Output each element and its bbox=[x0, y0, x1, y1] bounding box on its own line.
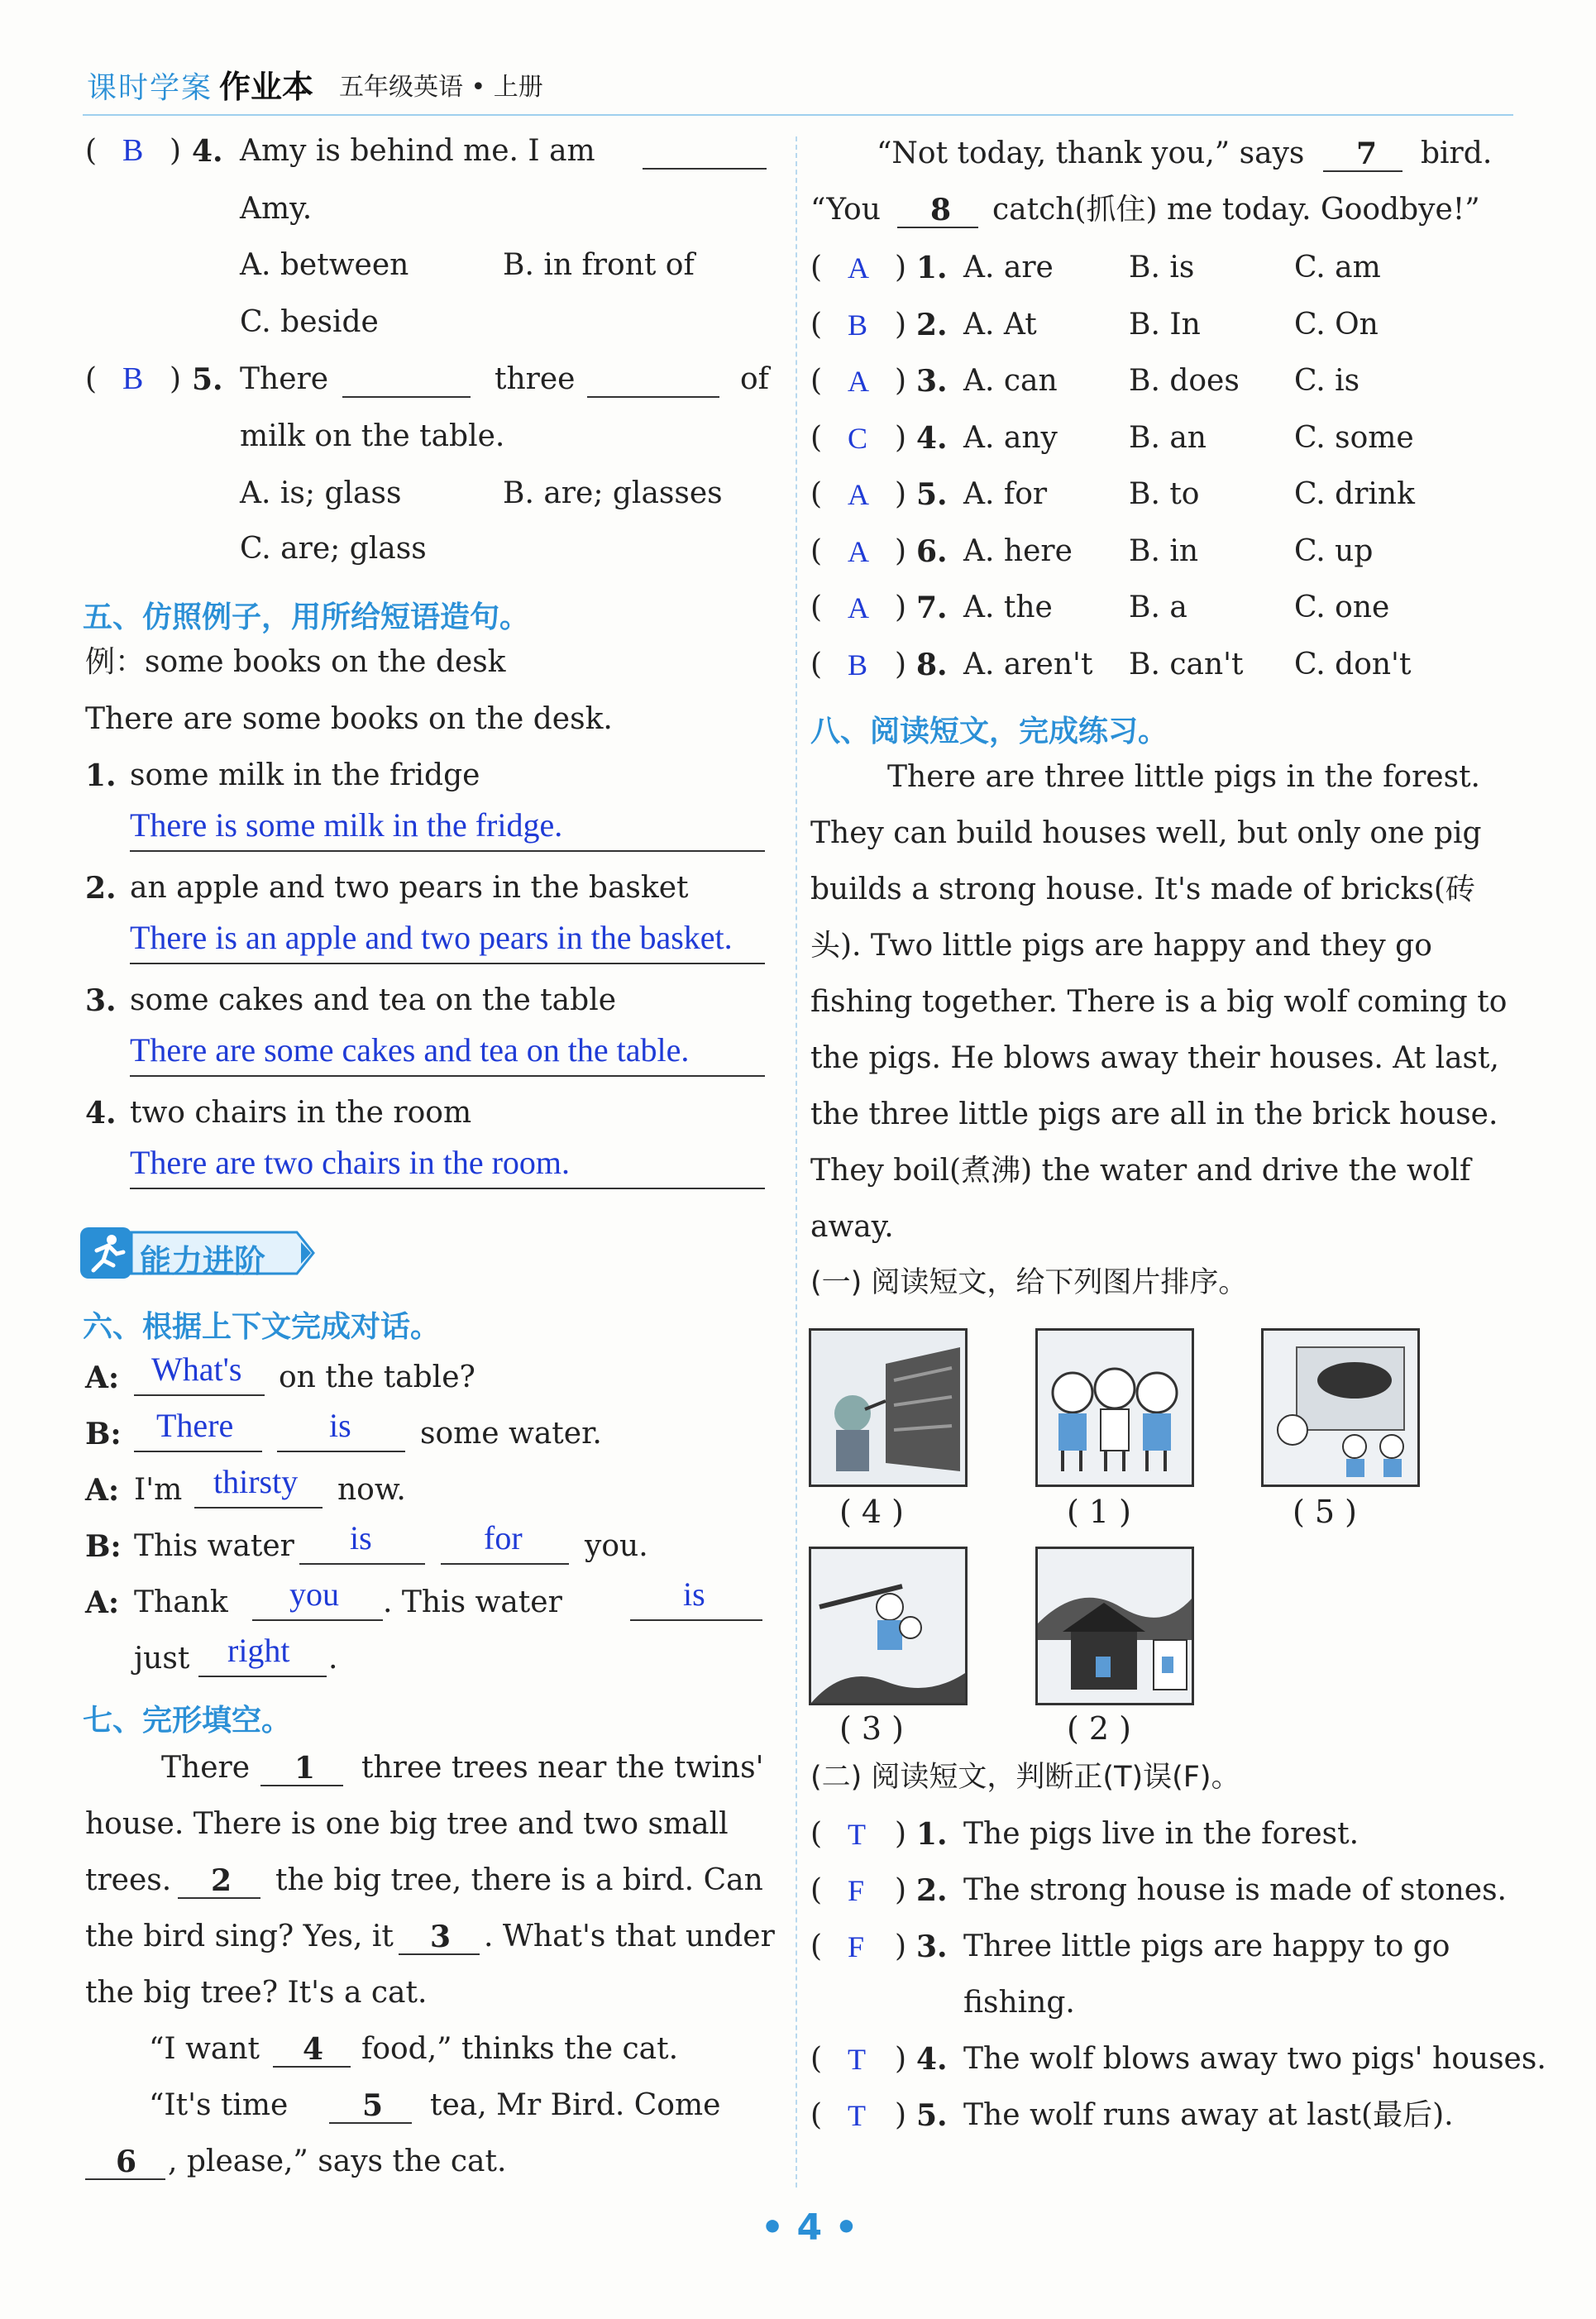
q5-option-b: B. are; glasses bbox=[503, 476, 723, 510]
picture-3-order: ( 5 ) bbox=[1293, 1494, 1357, 1530]
s6-l5-blank2 bbox=[630, 1619, 762, 1621]
section6-title: 六、根据上下文完成对话。 bbox=[83, 1310, 441, 1344]
q4-blank bbox=[643, 168, 767, 170]
choice-option-b-4: B. an bbox=[1129, 420, 1207, 455]
choice-answer-5: A bbox=[848, 478, 869, 511]
q5-word-three: three bbox=[495, 362, 576, 396]
choice-option-a-8: A. aren't bbox=[963, 647, 1093, 681]
s6-l5-pre: Thank bbox=[134, 1585, 228, 1619]
choice-paren-close-5: ) bbox=[895, 477, 907, 511]
s5-item4-answer: There are two chairs in the room. bbox=[130, 1144, 571, 1181]
s6-l2-rest: some water. bbox=[420, 1417, 602, 1451]
section5-example-prompt: 例：some books on the desk bbox=[85, 645, 506, 679]
s6-l3-pre: I'm bbox=[134, 1473, 183, 1507]
s7-blank4-number: 4 bbox=[303, 2032, 324, 2067]
choice-option-b-7: B. a bbox=[1129, 591, 1187, 624]
tf-statement-cont-3: fishing. bbox=[963, 1986, 1075, 2020]
s6-l6-answer1: right bbox=[227, 1632, 290, 1669]
choice-option-a-7: A. the bbox=[963, 591, 1053, 624]
s6-l6-rest: . bbox=[328, 1642, 338, 1676]
s7-p10-b: catch(抓住) me today. Goodbye!” bbox=[992, 193, 1480, 227]
choice-number-8: 8. bbox=[916, 647, 948, 682]
passage-line-1: There are three little pigs in the forest. bbox=[887, 760, 1480, 794]
choice-paren-open-5: ( bbox=[810, 477, 823, 511]
s6-l1-speaker: A: bbox=[85, 1360, 120, 1395]
s7-blank2 bbox=[178, 1897, 260, 1899]
header-book-title: 作业本 bbox=[219, 69, 314, 105]
picture-2-order: ( 1 ) bbox=[1067, 1494, 1131, 1530]
tf-paren-close-3: ) bbox=[895, 1929, 907, 1963]
choice-answer-2: B bbox=[848, 308, 868, 342]
choice-paren-close-8: ) bbox=[895, 647, 907, 681]
q5-blank-1 bbox=[342, 396, 471, 398]
q4-option-b: B. in front of bbox=[503, 248, 695, 282]
column-divider bbox=[796, 136, 797, 2188]
choice-number-6: 6. bbox=[916, 533, 948, 569]
q5-option-c: C. are; glass bbox=[240, 532, 427, 566]
q5-option-a: A. is; glass bbox=[240, 476, 402, 510]
s6-l2-answer2: is bbox=[329, 1407, 351, 1444]
choice-paren-close-3: ) bbox=[895, 364, 907, 398]
boiling-water-illustration bbox=[1264, 1331, 1417, 1485]
q4-paren-close: ) bbox=[170, 134, 182, 168]
passage-line-7: the three little pigs are all in the brick house. bbox=[810, 1097, 1498, 1131]
pig-building-illustration bbox=[811, 1549, 965, 1703]
choice-option-a-4: A. any bbox=[963, 420, 1058, 455]
houses-illustration bbox=[1038, 1549, 1192, 1703]
s7-p8-b: , please,” says the cat. bbox=[168, 2144, 507, 2178]
s7-p3-a: trees. bbox=[85, 1863, 172, 1897]
tf-paren-close-2: ) bbox=[895, 1873, 907, 1907]
choice-paren-close-2: ) bbox=[895, 307, 907, 342]
q5-word-there: There bbox=[240, 362, 329, 396]
tf-answer-2: F bbox=[848, 1874, 865, 1907]
picture-4-order: ( 3 ) bbox=[839, 1710, 904, 1747]
s6-l2-answer1: There bbox=[156, 1407, 234, 1444]
s7-p3-b: the big tree, there is a bird. Can bbox=[275, 1863, 763, 1897]
choice-number-1: 1. bbox=[916, 251, 948, 285]
s5-item4-answer-line bbox=[130, 1188, 765, 1189]
passage-line-9: away. bbox=[810, 1210, 894, 1244]
section8-title: 八、阅读短文，完成练习。 bbox=[810, 715, 1168, 748]
s6-l1-rest: on the table? bbox=[279, 1360, 475, 1394]
s5-item4-number: 4. bbox=[85, 1096, 117, 1131]
s6-l2-blank1 bbox=[134, 1451, 262, 1452]
s6-l2-blank2 bbox=[277, 1451, 405, 1452]
s5-item3-answer: There are some cakes and tea on the table. bbox=[130, 1031, 690, 1069]
ability-advance-badge bbox=[80, 1227, 320, 1279]
s6-l1-answer1: What's bbox=[151, 1351, 242, 1388]
s7-p6-b: food,” thinks the cat. bbox=[361, 2032, 679, 2066]
choice-answer-1: A bbox=[848, 251, 869, 284]
q5-paren-open: ( bbox=[85, 362, 98, 396]
tf-statement-5: The wolf runs away at last(最后). bbox=[963, 2098, 1454, 2132]
tf-answer-5: T bbox=[848, 2099, 866, 2132]
sub1-title: (一) 阅读短文，给下列图片排序。 bbox=[810, 1266, 1248, 1299]
choice-answer-6: A bbox=[848, 534, 869, 568]
tf-paren-close-4: ) bbox=[895, 2042, 907, 2076]
choice-option-a-5: A. for bbox=[963, 477, 1048, 511]
s6-l5-speaker: A: bbox=[85, 1585, 120, 1620]
choice-number-2: 2. bbox=[916, 307, 948, 342]
choice-option-b-2: B. In bbox=[1129, 307, 1201, 342]
s5-item3-answer-line bbox=[130, 1075, 765, 1077]
pigs-boiling-water-image bbox=[1261, 1328, 1420, 1487]
s7-blank5-number: 5 bbox=[362, 2088, 384, 2123]
s7-blank5 bbox=[329, 2122, 412, 2124]
choice-option-c-5: C. drink bbox=[1294, 477, 1415, 511]
q5-paren-close: ) bbox=[170, 362, 182, 396]
s5-item2-answer: There is an apple and two pears in the basket. bbox=[130, 919, 733, 956]
q5-number: 5. bbox=[192, 362, 223, 397]
s6-l3-blank1 bbox=[194, 1507, 323, 1509]
choice-number-7: 7. bbox=[916, 591, 948, 625]
tf-number-3: 3. bbox=[916, 1929, 948, 1964]
s6-l5-mid: . This water bbox=[383, 1585, 562, 1619]
tf-paren-close-5: ) bbox=[895, 2098, 907, 2132]
choice-paren-close-4: ) bbox=[895, 420, 907, 455]
s7-blank4 bbox=[273, 2066, 351, 2068]
tf-paren-open-1: ( bbox=[810, 1817, 823, 1851]
tf-number-5: 5. bbox=[916, 2098, 948, 2133]
wolf-blowing-house-image bbox=[809, 1328, 968, 1487]
s7-p6-a: “I want bbox=[149, 2032, 260, 2066]
choice-option-a-3: A. can bbox=[963, 364, 1058, 398]
choice-paren-open-3: ( bbox=[810, 364, 823, 398]
tf-paren-open-3: ( bbox=[810, 1929, 823, 1963]
s7-p4-a: the bird sing? Yes, it bbox=[85, 1920, 394, 1953]
page-number: • 4 • bbox=[761, 2207, 858, 2249]
picture-5-order: ( 2 ) bbox=[1067, 1710, 1131, 1747]
s5-item2-number: 2. bbox=[85, 871, 117, 906]
choice-option-c-8: C. don't bbox=[1294, 647, 1412, 681]
s7-blank3-number: 3 bbox=[430, 1920, 452, 1954]
s5-item1-prompt: some milk in the fridge bbox=[130, 758, 480, 792]
s6-l4-answer2: for bbox=[484, 1519, 523, 1556]
passage-line-3: builds a strong house. It's made of bricks(砖 bbox=[810, 873, 1475, 906]
s7-blank7 bbox=[1323, 170, 1402, 172]
tf-statement-2: The strong house is made of stones. bbox=[963, 1873, 1507, 1907]
tf-paren-close-1: ) bbox=[895, 1817, 907, 1851]
q4-stem: Amy is behind me. I am bbox=[240, 134, 595, 168]
s5-item4-prompt: two chairs in the room bbox=[130, 1096, 472, 1130]
choice-paren-close-6: ) bbox=[895, 533, 907, 568]
three-pigs-image bbox=[1035, 1328, 1194, 1487]
s7-p1-a: There bbox=[161, 1751, 251, 1785]
choice-option-a-1: A. are bbox=[963, 251, 1054, 284]
section7-title: 七、完形填空。 bbox=[83, 1704, 292, 1738]
q4-stem-line2: Amy. bbox=[240, 192, 313, 226]
s7-blank1-number: 1 bbox=[294, 1751, 316, 1786]
passage-line-8: They boil(煮沸) the water and drive the wolf bbox=[810, 1154, 1471, 1188]
q4-paren-open: ( bbox=[85, 134, 98, 168]
s7-blank1 bbox=[260, 1785, 343, 1786]
tf-paren-open-4: ( bbox=[810, 2042, 823, 2076]
s6-l4-answer1: is bbox=[350, 1519, 372, 1556]
badge-label: 能力进阶 bbox=[140, 1243, 266, 1279]
s6-l3-speaker: A: bbox=[85, 1473, 120, 1508]
s5-item2-answer-line bbox=[130, 963, 765, 964]
s7-p1-b: three trees near the twins' bbox=[361, 1751, 764, 1785]
s7-blank8 bbox=[897, 227, 978, 228]
choice-option-c-3: C. is bbox=[1294, 364, 1360, 398]
s5-item2-prompt: an apple and two pears in the basket bbox=[130, 871, 689, 905]
tf-answer-3: F bbox=[848, 1930, 865, 1963]
tf-paren-open-2: ( bbox=[810, 1873, 823, 1907]
choice-number-3: 3. bbox=[916, 364, 948, 399]
choice-answer-3: A bbox=[848, 365, 869, 398]
choice-paren-open-2: ( bbox=[810, 307, 823, 342]
three-pigs-illustration bbox=[1038, 1331, 1192, 1485]
s5-item1-answer-line bbox=[130, 850, 765, 852]
s7-blank7-number: 7 bbox=[1356, 136, 1378, 171]
s7-p9-b: bird. bbox=[1421, 136, 1493, 170]
choice-answer-8: B bbox=[848, 648, 868, 681]
s6-l6-blank1 bbox=[198, 1676, 327, 1677]
s6-l5-blank1 bbox=[252, 1619, 383, 1621]
s7-p7-b: tea, Mr Bird. Come bbox=[430, 2088, 721, 2122]
s6-l4-blank1 bbox=[299, 1563, 425, 1565]
s7-p5: the big tree? It's a cat. bbox=[85, 1976, 428, 2010]
choice-option-b-6: B. in bbox=[1129, 533, 1199, 568]
tf-statement-3: Three little pigs are happy to go bbox=[963, 1929, 1450, 1963]
s7-p9-a: “Not today, thank you,” says bbox=[877, 136, 1305, 170]
choice-option-c-1: C. am bbox=[1294, 251, 1381, 284]
s5-item1-number: 1. bbox=[85, 758, 117, 793]
choice-paren-open-1: ( bbox=[810, 251, 823, 284]
s5-item1-answer: There is some milk in the fridge. bbox=[130, 806, 563, 844]
choice-option-a-6: A. here bbox=[963, 533, 1073, 568]
sub2-title: (二) 阅读短文，判断正(T)误(F)。 bbox=[810, 1761, 1240, 1794]
passage-line-5: fishing together. There is a big wolf coming to bbox=[810, 985, 1508, 1019]
s6-l4-pre: This water bbox=[134, 1529, 294, 1563]
s7-p2: house. There is one big tree and two small bbox=[85, 1807, 729, 1841]
tf-number-2: 2. bbox=[916, 1873, 948, 1908]
s7-p10-a: “You bbox=[810, 193, 881, 227]
wolf-scene-illustration bbox=[811, 1331, 965, 1485]
picture-1-order: ( 4 ) bbox=[839, 1494, 904, 1530]
section5-title: 五、仿照例子，用所给短语造句。 bbox=[83, 600, 530, 634]
s7-blank6-number: 6 bbox=[116, 2144, 137, 2179]
s6-l4-blank2 bbox=[441, 1563, 569, 1565]
s5-item3-prompt: some cakes and tea on the table bbox=[130, 983, 617, 1017]
q5-word-of: of bbox=[740, 362, 769, 396]
choice-option-c-6: C. up bbox=[1294, 533, 1374, 568]
header-divider bbox=[83, 114, 1513, 116]
q4-answer: B bbox=[122, 133, 144, 168]
choice-paren-open-6: ( bbox=[810, 533, 823, 568]
pig-building-image bbox=[809, 1547, 968, 1705]
choice-option-b-3: B. does bbox=[1129, 364, 1240, 398]
s6-l1-blank1 bbox=[134, 1394, 265, 1396]
choice-option-a-2: A. At bbox=[963, 307, 1037, 342]
s6-l5-answer2: is bbox=[683, 1575, 705, 1613]
s6-l3-rest: now. bbox=[337, 1473, 406, 1507]
s7-blank6 bbox=[85, 2178, 165, 2180]
tf-answer-1: T bbox=[848, 1818, 866, 1851]
section5-example-answer: There are some books on the desk. bbox=[85, 702, 613, 736]
header-brand: 课时学案 bbox=[87, 71, 213, 105]
s7-p4-b: . What's that under bbox=[484, 1920, 775, 1953]
passage-line-2: They can build houses well, but only one pig bbox=[810, 816, 1482, 850]
tf-paren-open-5: ( bbox=[810, 2098, 823, 2132]
s6-l5-answer1: you bbox=[289, 1575, 339, 1613]
choice-paren-open-7: ( bbox=[810, 591, 823, 624]
s7-p7-a: “It's time bbox=[149, 2088, 289, 2122]
q5-stem-line2: milk on the table. bbox=[240, 419, 505, 453]
s7-blank8-number: 8 bbox=[930, 193, 952, 227]
header-subtitle: 五年级英语 • 上册 bbox=[339, 73, 543, 102]
choice-paren-open-8: ( bbox=[810, 647, 823, 681]
s6-l6-pre: just bbox=[134, 1642, 190, 1676]
choice-paren-close-7: ) bbox=[895, 591, 907, 624]
choice-paren-close-1: ) bbox=[895, 251, 907, 284]
s7-blank3 bbox=[399, 1953, 480, 1955]
passage-line-6: the pigs. He blows away their houses. At last, bbox=[810, 1041, 1499, 1075]
choice-number-4: 4. bbox=[916, 420, 948, 456]
s6-l4-rest: you. bbox=[585, 1529, 648, 1563]
choice-option-b-5: B. to bbox=[1129, 477, 1200, 511]
tf-answer-4: T bbox=[848, 2043, 866, 2076]
s7-blank2-number: 2 bbox=[211, 1863, 232, 1898]
q4-option-c: C. beside bbox=[240, 305, 379, 339]
tf-number-1: 1. bbox=[916, 1817, 948, 1852]
choice-option-c-4: C. some bbox=[1294, 420, 1414, 455]
tf-statement-4: The wolf blows away two pigs' houses. bbox=[963, 2042, 1546, 2076]
q4-number: 4. bbox=[192, 134, 223, 169]
choice-option-b-8: B. can't bbox=[1129, 647, 1244, 681]
houses-in-forest-image bbox=[1035, 1547, 1194, 1705]
q4-option-a: A. between bbox=[240, 248, 409, 282]
s6-l4-speaker: B: bbox=[85, 1529, 122, 1564]
s6-l3-answer1: thirsty bbox=[213, 1463, 299, 1500]
choice-paren-open-4: ( bbox=[810, 420, 823, 455]
passage-line-4: 头). Two little pigs are happy and they go bbox=[810, 929, 1432, 963]
s6-l2-speaker: B: bbox=[85, 1417, 122, 1451]
q5-blank-2 bbox=[587, 396, 719, 398]
choice-option-c-2: C. On bbox=[1294, 307, 1379, 342]
choice-answer-4: C bbox=[848, 421, 868, 455]
choice-number-5: 5. bbox=[916, 477, 948, 512]
q5-answer: B bbox=[122, 361, 144, 396]
choice-option-c-7: C. one bbox=[1294, 591, 1390, 624]
choice-option-b-1: B. is bbox=[1129, 251, 1195, 284]
choice-answer-7: A bbox=[848, 591, 869, 624]
tf-statement-1: The pigs live in the forest. bbox=[963, 1817, 1359, 1851]
s5-item3-number: 3. bbox=[85, 983, 117, 1018]
tf-number-4: 4. bbox=[916, 2042, 948, 2077]
